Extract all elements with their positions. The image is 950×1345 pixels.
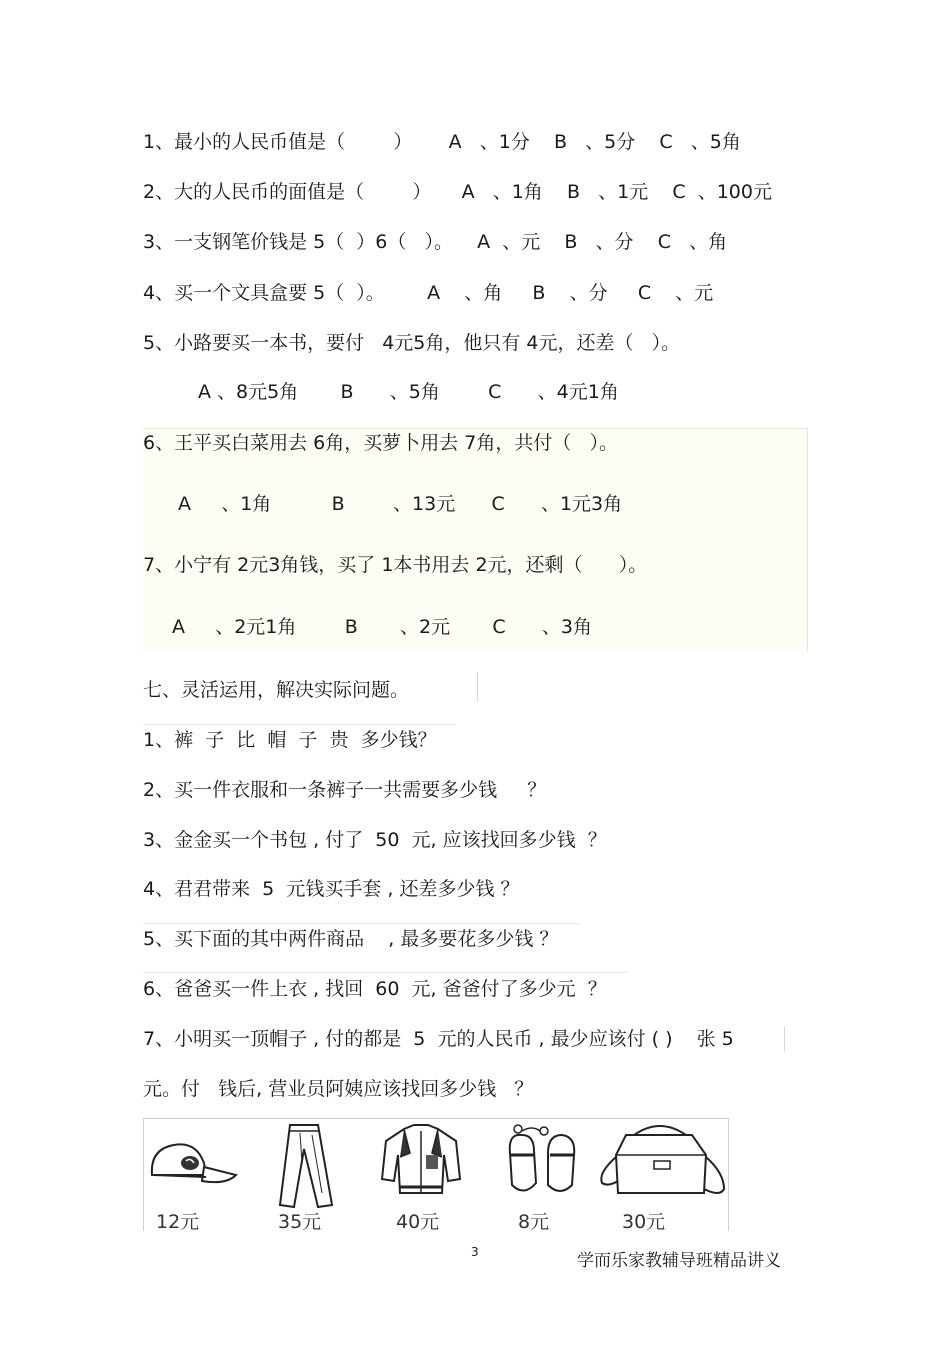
question-6: 6、王平买白菜用去 6角，买萝卜用去 7角，共付（ ）。 <box>143 432 618 454</box>
question-1: 1、最小的人民币值是（ ） A 、1分 B 、5分 C 、5角 <box>143 131 741 153</box>
question-4: 4、买一个文具盒要 5（ ）。 A 、角 B 、分 C 、元 <box>143 282 714 304</box>
question-5-options: A 、8元5角 B 、5角 C 、4元1角 <box>198 381 619 403</box>
word-problem-3: 3、金金买一个书包 , 付了 50 元, 应该找回多少钱 ？ <box>143 829 607 851</box>
goods-price-panel <box>143 1118 729 1231</box>
price-label: 30元 <box>622 1211 666 1233</box>
price-label: 12元 <box>156 1211 200 1233</box>
goods-item <box>380 1119 490 1231</box>
price-label: 40元 <box>396 1211 440 1233</box>
divider <box>143 923 579 924</box>
page-number: 3 <box>471 1245 479 1259</box>
bag-icon <box>594 1123 728 1205</box>
divider <box>143 724 455 725</box>
word-problem-2: 2、买一件衣服和一条裤子一共需要多少钱 ？ <box>143 779 547 801</box>
gloves-icon <box>504 1123 580 1203</box>
goods-item <box>146 1119 256 1231</box>
word-problem-1: 1、裤 子 比 帽 子 贵 多少钱？ <box>143 729 437 751</box>
word-problem-7: 7、小明买一顶帽子 , 付的都是 5 元的人民币 , 最少应该付 ( ) 张 5 <box>143 1028 734 1050</box>
question-2: 2、大的人民币的面值是（ ） A 、1角 B 、1元 C 、100元 <box>143 181 772 203</box>
divider <box>477 672 478 702</box>
word-problem-6: 6、爸爸买一件上衣 , 找回 60 元, 爸爸付了多少元 ？ <box>143 978 607 1000</box>
price-label: 35元 <box>278 1211 322 1233</box>
word-problem-7-continued: 元。付 钱后, 营业员阿姨应该找回多少钱 ？ <box>143 1078 534 1100</box>
question-3: 3、一支钢笔价钱是 5（ ）6（ ）。 A 、元 B 、分 C 、角 <box>143 231 728 253</box>
cap-icon <box>146 1123 242 1203</box>
jacket-icon <box>380 1123 462 1203</box>
divider <box>784 1026 785 1052</box>
question-5: 5、小路要买一本书，要付 4元5角，他只有 4元，还差（ ）。 <box>143 332 681 354</box>
footer-text: 学而乐家教辅导班精品讲义 <box>577 1251 781 1271</box>
question-7-options: A 、2元1角 B 、2元 C 、3角 <box>172 616 592 638</box>
word-problem-5: 5、买下面的其中两件商品 , 最多要花多少钱 ？ <box>143 928 559 950</box>
price-label: 8元 <box>518 1211 550 1233</box>
question-7: 7、小宁有 2元3角钱，买了 1本书用去 2元，还剩（ ）。 <box>143 554 648 576</box>
divider <box>143 972 627 973</box>
section-title: 七、灵活运用，解决实际问题。 <box>143 679 410 701</box>
pants-icon <box>276 1123 336 1209</box>
question-6-options: A 、1角 B 、13元 C 、1元3角 <box>178 493 623 515</box>
word-problem-4: 4、君君带来 5 元钱买手套 , 还差多少钱 ？ <box>143 878 520 900</box>
goods-item <box>276 1119 386 1231</box>
goods-item <box>594 1119 704 1231</box>
